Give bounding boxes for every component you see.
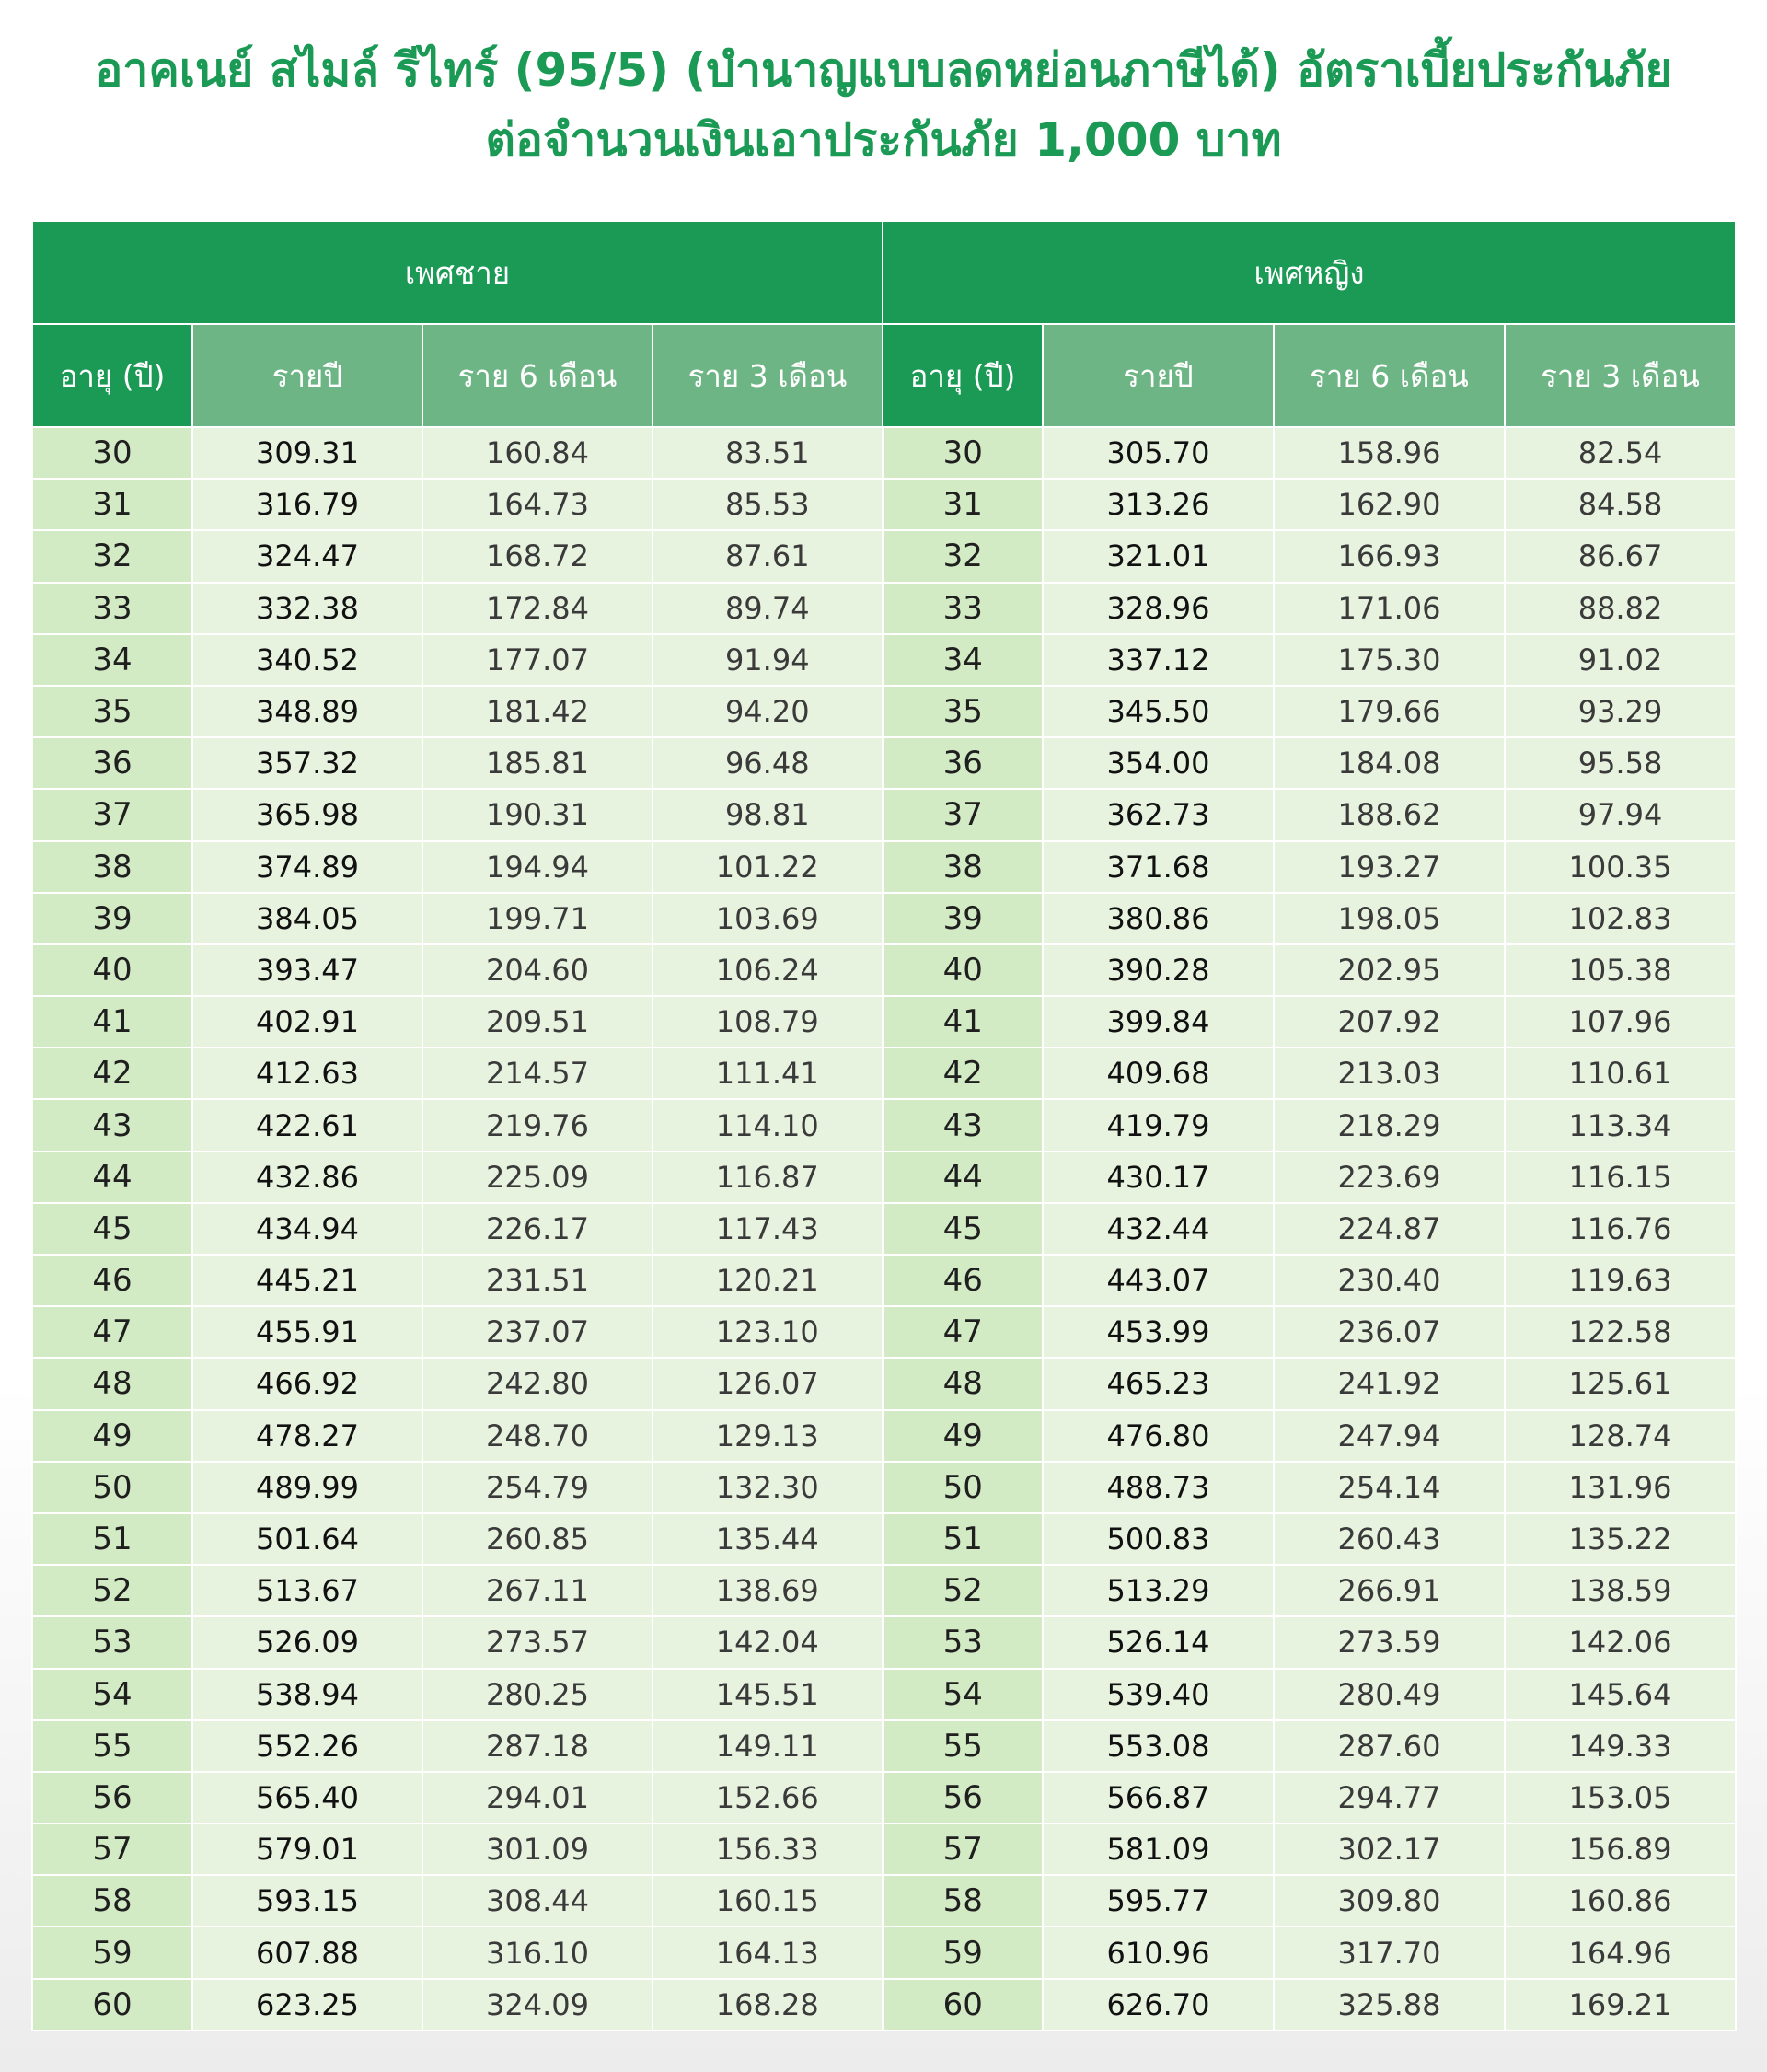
table-row <box>32 583 1736 634</box>
male-semiannual-cell: 226.17 <box>422 1203 653 1255</box>
male-semiannual-cell: 219.76 <box>422 1099 653 1151</box>
female-semiannual-cell: 162.90 <box>1274 479 1505 530</box>
female-semiannual-cell: 260.43 <box>1274 1513 1505 1565</box>
male-semiannual-cell: 280.25 <box>422 1669 653 1720</box>
female-quarterly-cell: 119.63 <box>1505 1255 1736 1306</box>
female-annual-cell: 321.01 <box>1043 530 1274 582</box>
male-annual-cell: 538.94 <box>192 1669 422 1720</box>
female-annual-cell: 354.00 <box>1043 737 1274 789</box>
male-semiannual-cell: 242.80 <box>422 1358 653 1409</box>
female-annual-cell: 553.08 <box>1043 1720 1274 1772</box>
male-quarterly-cell: 108.79 <box>653 996 883 1048</box>
female-semiannual-cell: 166.93 <box>1274 530 1505 582</box>
female-quarterly-cell: 128.74 <box>1505 1410 1736 1462</box>
male-annual-cell: 324.47 <box>192 530 422 582</box>
female-annual-cell: 313.26 <box>1043 479 1274 530</box>
female-semiannual-cell: 224.87 <box>1274 1203 1505 1255</box>
title-line-1: อาคเนย์ สไมล์ รีไทร์ (95/5) (บำนาญแบบลดหย่อนภาษีได้) อัตราเบี้ยประกันภัย <box>95 43 1672 97</box>
table-row <box>32 996 1736 1048</box>
female-quarterly-cell: 110.61 <box>1505 1048 1736 1099</box>
table-row <box>32 1616 1736 1668</box>
female-semiannual-cell: 254.14 <box>1274 1462 1505 1513</box>
table-row <box>32 1513 1736 1565</box>
male-annual-cell: 422.61 <box>192 1099 422 1151</box>
female-age-cell: 47 <box>883 1306 1043 1358</box>
female-quarterly-header: ราย 3 เดือน <box>1505 324 1736 427</box>
female-age-cell: 48 <box>883 1358 1043 1409</box>
male-quarterly-cell: 160.15 <box>653 1875 883 1927</box>
male-age-cell: 54 <box>32 1669 192 1720</box>
female-annual-cell: 539.40 <box>1043 1669 1274 1720</box>
female-quarterly-cell: 100.35 <box>1505 841 1736 893</box>
male-annual-cell: 501.64 <box>192 1513 422 1565</box>
female-semiannual-cell: 223.69 <box>1274 1152 1505 1203</box>
male-quarterly-cell: 152.66 <box>653 1772 883 1823</box>
female-age-cell: 31 <box>883 479 1043 530</box>
male-quarterly-cell: 94.20 <box>653 686 883 737</box>
female-semiannual-cell: 287.60 <box>1274 1720 1505 1772</box>
male-annual-cell: 455.91 <box>192 1306 422 1358</box>
male-quarterly-cell: 101.22 <box>653 841 883 893</box>
female-annual-cell: 581.09 <box>1043 1823 1274 1875</box>
male-age-cell: 40 <box>32 944 192 996</box>
male-semiannual-cell: 254.79 <box>422 1462 653 1513</box>
female-annual-cell: 409.68 <box>1043 1048 1274 1099</box>
female-age-cell: 52 <box>883 1565 1043 1616</box>
female-quarterly-cell: 88.82 <box>1505 583 1736 634</box>
female-quarterly-cell: 156.89 <box>1505 1823 1736 1875</box>
male-annual-cell: 332.38 <box>192 583 422 634</box>
male-semiannual-cell: 185.81 <box>422 737 653 789</box>
female-age-cell: 56 <box>883 1772 1043 1823</box>
male-age-cell: 42 <box>32 1048 192 1099</box>
male-quarterly-cell: 123.10 <box>653 1306 883 1358</box>
male-semiannual-cell: 301.09 <box>422 1823 653 1875</box>
female-annual-cell: 399.84 <box>1043 996 1274 1048</box>
male-quarterly-cell: 156.33 <box>653 1823 883 1875</box>
female-age-cell: 57 <box>883 1823 1043 1875</box>
male-age-cell: 43 <box>32 1099 192 1151</box>
female-semiannual-cell: 247.94 <box>1274 1410 1505 1462</box>
female-semiannual-cell: 294.77 <box>1274 1772 1505 1823</box>
male-age-cell: 59 <box>32 1927 192 1978</box>
male-annual-cell: 526.09 <box>192 1616 422 1668</box>
female-age-cell: 37 <box>883 789 1043 840</box>
male-semiannual-cell: 177.07 <box>422 634 653 686</box>
male-semiannual-cell: 164.73 <box>422 479 653 530</box>
female-quarterly-cell: 145.64 <box>1505 1669 1736 1720</box>
male-quarterly-cell: 135.44 <box>653 1513 883 1565</box>
male-age-cell: 33 <box>32 583 192 634</box>
male-annual-cell: 478.27 <box>192 1410 422 1462</box>
male-age-cell: 47 <box>32 1306 192 1358</box>
male-quarterly-cell: 164.13 <box>653 1927 883 1978</box>
female-quarterly-cell: 149.33 <box>1505 1720 1736 1772</box>
female-annual-cell: 305.70 <box>1043 427 1274 479</box>
male-quarterly-cell: 98.81 <box>653 789 883 840</box>
table-row <box>32 1099 1736 1151</box>
female-quarterly-cell: 97.94 <box>1505 789 1736 840</box>
female-semiannual-cell: 158.96 <box>1274 427 1505 479</box>
female-quarterly-cell: 153.05 <box>1505 1772 1736 1823</box>
male-quarterly-cell: 149.11 <box>653 1720 883 1772</box>
male-annual-header: รายปี <box>192 324 422 427</box>
table-row <box>32 1669 1736 1720</box>
female-annual-cell: 380.86 <box>1043 893 1274 944</box>
male-annual-cell: 340.52 <box>192 634 422 686</box>
female-quarterly-cell: 125.61 <box>1505 1358 1736 1409</box>
female-quarterly-cell: 84.58 <box>1505 479 1736 530</box>
female-semiannual-cell: 213.03 <box>1274 1048 1505 1099</box>
male-annual-cell: 402.91 <box>192 996 422 1048</box>
male-quarterly-cell: 132.30 <box>653 1462 883 1513</box>
male-annual-cell: 348.89 <box>192 686 422 737</box>
male-quarterly-cell: 103.69 <box>653 893 883 944</box>
male-annual-cell: 607.88 <box>192 1927 422 1978</box>
male-annual-cell: 365.98 <box>192 789 422 840</box>
male-age-cell: 45 <box>32 1203 192 1255</box>
male-semiannual-cell: 168.72 <box>422 530 653 582</box>
table-row <box>32 530 1736 582</box>
male-quarterly-cell: 111.41 <box>653 1048 883 1099</box>
male-age-cell: 44 <box>32 1152 192 1203</box>
male-quarterly-cell: 114.10 <box>653 1099 883 1151</box>
male-annual-cell: 466.92 <box>192 1358 422 1409</box>
table-row <box>32 1255 1736 1306</box>
male-semiannual-cell: 237.07 <box>422 1306 653 1358</box>
female-age-cell: 40 <box>883 944 1043 996</box>
male-age-cell: 32 <box>32 530 192 582</box>
male-semiannual-cell: 199.71 <box>422 893 653 944</box>
female-annual-cell: 430.17 <box>1043 1152 1274 1203</box>
male-annual-cell: 412.63 <box>192 1048 422 1099</box>
female-annual-cell: 465.23 <box>1043 1358 1274 1409</box>
male-age-cell: 37 <box>32 789 192 840</box>
male-age-cell: 46 <box>32 1255 192 1306</box>
table-row <box>32 1203 1736 1255</box>
female-semiannual-cell: 317.70 <box>1274 1927 1505 1978</box>
female-age-cell: 34 <box>883 634 1043 686</box>
female-annual-cell: 566.87 <box>1043 1772 1274 1823</box>
male-quarterly-cell: 89.74 <box>653 583 883 634</box>
female-age-cell: 33 <box>883 583 1043 634</box>
male-quarterly-cell: 168.28 <box>653 1979 883 2031</box>
table-row <box>32 1048 1736 1099</box>
male-semiannual-cell: 225.09 <box>422 1152 653 1203</box>
table-row <box>32 789 1736 840</box>
female-quarterly-cell: 131.96 <box>1505 1462 1736 1513</box>
male-annual-cell: 552.26 <box>192 1720 422 1772</box>
male-semiannual-cell: 308.44 <box>422 1875 653 1927</box>
female-annual-cell: 488.73 <box>1043 1462 1274 1513</box>
table-row <box>32 1152 1736 1203</box>
female-semiannual-cell: 280.49 <box>1274 1669 1505 1720</box>
male-age-cell: 57 <box>32 1823 192 1875</box>
male-semiannual-cell: 194.94 <box>422 841 653 893</box>
column-header-row <box>32 324 1736 427</box>
male-age-cell: 36 <box>32 737 192 789</box>
male-quarterly-header: ราย 3 เดือน <box>653 324 883 427</box>
male-quarterly-cell: 145.51 <box>653 1669 883 1720</box>
male-quarterly-cell: 126.07 <box>653 1358 883 1409</box>
female-age-cell: 46 <box>883 1255 1043 1306</box>
female-semiannual-cell: 325.88 <box>1274 1979 1505 2031</box>
female-semiannual-header: ราย 6 เดือน <box>1274 324 1505 427</box>
male-quarterly-cell: 116.87 <box>653 1152 883 1203</box>
premium-rate-table <box>31 220 1737 2031</box>
male-annual-cell: 374.89 <box>192 841 422 893</box>
male-quarterly-cell: 106.24 <box>653 944 883 996</box>
female-annual-cell: 345.50 <box>1043 686 1274 737</box>
male-semiannual-cell: 190.31 <box>422 789 653 840</box>
male-quarterly-cell: 120.21 <box>653 1255 883 1306</box>
female-annual-cell: 513.29 <box>1043 1565 1274 1616</box>
page-title <box>0 35 1767 175</box>
table-row <box>32 634 1736 686</box>
female-age-cell: 50 <box>883 1462 1043 1513</box>
male-annual-cell: 579.01 <box>192 1823 422 1875</box>
table-row <box>32 1875 1736 1927</box>
female-age-cell: 60 <box>883 1979 1043 2031</box>
male-age-cell: 39 <box>32 893 192 944</box>
female-annual-cell: 526.14 <box>1043 1616 1274 1668</box>
female-quarterly-cell: 138.59 <box>1505 1565 1736 1616</box>
female-annual-cell: 337.12 <box>1043 634 1274 686</box>
female-age-cell: 38 <box>883 841 1043 893</box>
male-header: เพศชาย <box>32 221 883 324</box>
male-semiannual-cell: 231.51 <box>422 1255 653 1306</box>
female-semiannual-cell: 207.92 <box>1274 996 1505 1048</box>
female-quarterly-cell: 160.86 <box>1505 1875 1736 1927</box>
female-annual-cell: 371.68 <box>1043 841 1274 893</box>
female-quarterly-cell: 93.29 <box>1505 686 1736 737</box>
female-quarterly-cell: 122.58 <box>1505 1306 1736 1358</box>
female-annual-cell: 595.77 <box>1043 1875 1274 1927</box>
male-annual-cell: 623.25 <box>192 1979 422 2031</box>
female-quarterly-cell: 113.34 <box>1505 1099 1736 1151</box>
female-semiannual-cell: 184.08 <box>1274 737 1505 789</box>
male-annual-cell: 309.31 <box>192 427 422 479</box>
female-quarterly-cell: 105.38 <box>1505 944 1736 996</box>
male-age-cell: 49 <box>32 1410 192 1462</box>
male-annual-cell: 593.15 <box>192 1875 422 1927</box>
table-row <box>32 1927 1736 1978</box>
male-age-cell: 41 <box>32 996 192 1048</box>
male-quarterly-cell: 83.51 <box>653 427 883 479</box>
male-quarterly-cell: 129.13 <box>653 1410 883 1462</box>
female-age-cell: 54 <box>883 1669 1043 1720</box>
female-annual-cell: 419.79 <box>1043 1099 1274 1151</box>
male-quarterly-cell: 87.61 <box>653 530 883 582</box>
female-quarterly-cell: 116.76 <box>1505 1203 1736 1255</box>
female-semiannual-cell: 218.29 <box>1274 1099 1505 1151</box>
female-quarterly-cell: 169.21 <box>1505 1979 1736 2031</box>
male-age-cell: 34 <box>32 634 192 686</box>
male-semiannual-cell: 287.18 <box>422 1720 653 1772</box>
male-semiannual-cell: 316.10 <box>422 1927 653 1978</box>
table-row <box>32 1772 1736 1823</box>
male-age-cell: 35 <box>32 686 192 737</box>
table-row <box>32 1358 1736 1409</box>
female-annual-cell: 432.44 <box>1043 1203 1274 1255</box>
male-annual-cell: 445.21 <box>192 1255 422 1306</box>
female-age-cell: 45 <box>883 1203 1043 1255</box>
male-semiannual-cell: 172.84 <box>422 583 653 634</box>
table-row <box>32 944 1736 996</box>
female-quarterly-cell: 107.96 <box>1505 996 1736 1048</box>
male-age-cell: 30 <box>32 427 192 479</box>
male-quarterly-cell: 96.48 <box>653 737 883 789</box>
male-semiannual-cell: 294.01 <box>422 1772 653 1823</box>
male-age-cell: 53 <box>32 1616 192 1668</box>
table-row <box>32 1410 1736 1462</box>
female-quarterly-cell: 86.67 <box>1505 530 1736 582</box>
female-annual-cell: 443.07 <box>1043 1255 1274 1306</box>
female-age-cell: 55 <box>883 1720 1043 1772</box>
male-age-cell: 55 <box>32 1720 192 1772</box>
female-age-cell: 39 <box>883 893 1043 944</box>
female-age-header: อายุ (ปี) <box>883 324 1043 427</box>
male-semiannual-cell: 260.85 <box>422 1513 653 1565</box>
male-semiannual-cell: 324.09 <box>422 1979 653 2031</box>
male-quarterly-cell: 138.69 <box>653 1565 883 1616</box>
table-row <box>32 1306 1736 1358</box>
male-age-cell: 50 <box>32 1462 192 1513</box>
female-age-cell: 43 <box>883 1099 1043 1151</box>
female-semiannual-cell: 236.07 <box>1274 1306 1505 1358</box>
male-age-cell: 52 <box>32 1565 192 1616</box>
male-annual-cell: 357.32 <box>192 737 422 789</box>
female-semiannual-cell: 273.59 <box>1274 1616 1505 1668</box>
female-age-cell: 59 <box>883 1927 1043 1978</box>
female-semiannual-cell: 302.17 <box>1274 1823 1505 1875</box>
female-semiannual-cell: 309.80 <box>1274 1875 1505 1927</box>
female-age-cell: 53 <box>883 1616 1043 1668</box>
female-semiannual-cell: 193.27 <box>1274 841 1505 893</box>
male-semiannual-cell: 214.57 <box>422 1048 653 1099</box>
male-semiannual-cell: 248.70 <box>422 1410 653 1462</box>
female-age-cell: 42 <box>883 1048 1043 1099</box>
male-semiannual-header: ราย 6 เดือน <box>422 324 653 427</box>
female-semiannual-cell: 188.62 <box>1274 789 1505 840</box>
table-row <box>32 841 1736 893</box>
male-age-cell: 31 <box>32 479 192 530</box>
table-row <box>32 1979 1736 2031</box>
male-age-cell: 48 <box>32 1358 192 1409</box>
male-semiannual-cell: 181.42 <box>422 686 653 737</box>
female-annual-cell: 328.96 <box>1043 583 1274 634</box>
male-age-header: อายุ (ปี) <box>32 324 192 427</box>
table-row <box>32 479 1736 530</box>
female-semiannual-cell: 202.95 <box>1274 944 1505 996</box>
female-semiannual-cell: 230.40 <box>1274 1255 1505 1306</box>
female-quarterly-cell: 116.15 <box>1505 1152 1736 1203</box>
female-quarterly-cell: 95.58 <box>1505 737 1736 789</box>
female-annual-cell: 453.99 <box>1043 1306 1274 1358</box>
male-semiannual-cell: 273.57 <box>422 1616 653 1668</box>
female-quarterly-cell: 142.06 <box>1505 1616 1736 1668</box>
table-row <box>32 1565 1736 1616</box>
rate-table-body <box>32 427 1736 2031</box>
male-annual-cell: 513.67 <box>192 1565 422 1616</box>
female-annual-cell: 500.83 <box>1043 1513 1274 1565</box>
male-semiannual-cell: 209.51 <box>422 996 653 1048</box>
table-row <box>32 893 1736 944</box>
title-line-2: ต่อจำนวนเงินเอาประกันภัย 1,000 บาท <box>485 113 1282 167</box>
male-semiannual-cell: 204.60 <box>422 944 653 996</box>
female-age-cell: 30 <box>883 427 1043 479</box>
male-age-cell: 56 <box>32 1772 192 1823</box>
female-age-cell: 41 <box>883 996 1043 1048</box>
table-row <box>32 1823 1736 1875</box>
male-annual-cell: 434.94 <box>192 1203 422 1255</box>
female-quarterly-cell: 164.96 <box>1505 1927 1736 1978</box>
female-age-cell: 32 <box>883 530 1043 582</box>
male-annual-cell: 393.47 <box>192 944 422 996</box>
male-annual-cell: 432.86 <box>192 1152 422 1203</box>
male-age-cell: 51 <box>32 1513 192 1565</box>
female-quarterly-cell: 102.83 <box>1505 893 1736 944</box>
female-quarterly-cell: 135.22 <box>1505 1513 1736 1565</box>
female-age-cell: 35 <box>883 686 1043 737</box>
female-annual-cell: 610.96 <box>1043 1927 1274 1978</box>
female-semiannual-cell: 198.05 <box>1274 893 1505 944</box>
table-row <box>32 427 1736 479</box>
female-age-cell: 58 <box>883 1875 1043 1927</box>
female-age-cell: 49 <box>883 1410 1043 1462</box>
male-annual-cell: 316.79 <box>192 479 422 530</box>
male-annual-cell: 565.40 <box>192 1772 422 1823</box>
female-semiannual-cell: 266.91 <box>1274 1565 1505 1616</box>
male-quarterly-cell: 91.94 <box>653 634 883 686</box>
female-header: เพศหญิง <box>883 221 1736 324</box>
male-quarterly-cell: 142.04 <box>653 1616 883 1668</box>
female-age-cell: 44 <box>883 1152 1043 1203</box>
male-age-cell: 38 <box>32 841 192 893</box>
female-age-cell: 51 <box>883 1513 1043 1565</box>
female-age-cell: 36 <box>883 737 1043 789</box>
female-annual-cell: 390.28 <box>1043 944 1274 996</box>
female-annual-cell: 476.80 <box>1043 1410 1274 1462</box>
female-semiannual-cell: 175.30 <box>1274 634 1505 686</box>
male-quarterly-cell: 85.53 <box>653 479 883 530</box>
female-semiannual-cell: 179.66 <box>1274 686 1505 737</box>
male-age-cell: 58 <box>32 1875 192 1927</box>
female-semiannual-cell: 241.92 <box>1274 1358 1505 1409</box>
male-semiannual-cell: 267.11 <box>422 1565 653 1616</box>
female-quarterly-cell: 91.02 <box>1505 634 1736 686</box>
male-quarterly-cell: 117.43 <box>653 1203 883 1255</box>
male-semiannual-cell: 160.84 <box>422 427 653 479</box>
table-row <box>32 1462 1736 1513</box>
table-row <box>32 737 1736 789</box>
female-semiannual-cell: 171.06 <box>1274 583 1505 634</box>
female-annual-cell: 626.70 <box>1043 1979 1274 2031</box>
gender-header-row <box>32 221 1736 324</box>
male-age-cell: 60 <box>32 1979 192 2031</box>
female-annual-header: รายปี <box>1043 324 1274 427</box>
male-annual-cell: 384.05 <box>192 893 422 944</box>
female-quarterly-cell: 82.54 <box>1505 427 1736 479</box>
table-row <box>32 686 1736 737</box>
female-annual-cell: 362.73 <box>1043 789 1274 840</box>
table-row <box>32 1720 1736 1772</box>
male-annual-cell: 489.99 <box>192 1462 422 1513</box>
